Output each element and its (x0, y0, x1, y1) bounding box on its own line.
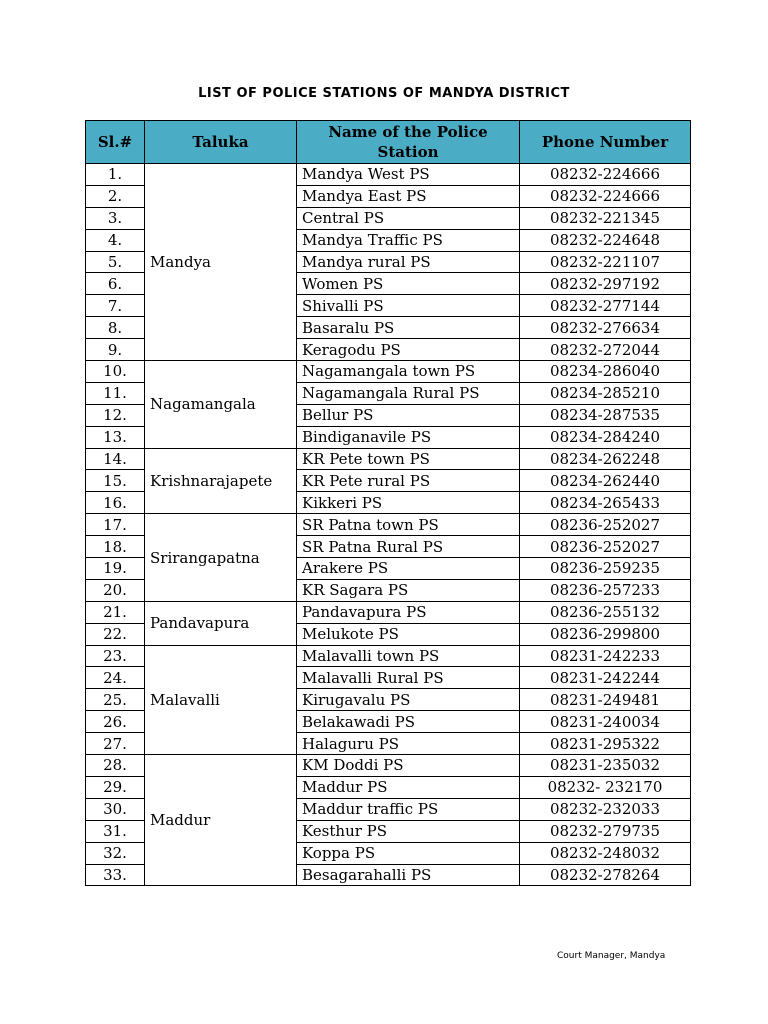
sl-cell: 7. (86, 295, 145, 317)
sl-cell: 3. (86, 207, 145, 229)
page-title: LIST OF POLICE STATIONS OF MANDYA DISTRICT (198, 86, 570, 101)
sl-cell: 6. (86, 273, 145, 295)
taluka-cell: Maddur (145, 755, 297, 886)
station-cell: Malavalli town PS (297, 645, 520, 667)
phone-cell: 08236-257233 (520, 579, 691, 601)
station-cell: Mandya East PS (297, 185, 520, 207)
station-cell: Malavalli Rural PS (297, 667, 520, 689)
phone-cell: 08232-276634 (520, 317, 691, 339)
header-station: Name of the Police Station (297, 121, 520, 164)
phone-cell: 08236-255132 (520, 601, 691, 623)
station-cell: KR Pete rural PS (297, 470, 520, 492)
phone-cell: 08232-278264 (520, 864, 691, 886)
phone-cell: 08234-262248 (520, 448, 691, 470)
sl-cell: 1. (86, 164, 145, 186)
phone-cell: 08232-224666 (520, 164, 691, 186)
station-cell: Mandya Traffic PS (297, 229, 520, 251)
phone-cell: 08231-235032 (520, 755, 691, 777)
phone-cell: 08232- 232170 (520, 776, 691, 798)
station-cell: Basaralu PS (297, 317, 520, 339)
phone-cell: 08232-224648 (520, 229, 691, 251)
station-cell: Kirugavalu PS (297, 689, 520, 711)
station-cell: Maddur traffic PS (297, 798, 520, 820)
station-cell: Koppa PS (297, 842, 520, 864)
phone-cell: 08234-286040 (520, 361, 691, 383)
sl-cell: 13. (86, 426, 145, 448)
phone-cell: 08234-284240 (520, 426, 691, 448)
table-header (86, 121, 691, 164)
sl-cell: 31. (86, 820, 145, 842)
station-cell: Kesthur PS (297, 820, 520, 842)
sl-cell: 15. (86, 470, 145, 492)
phone-cell: 08234-262440 (520, 470, 691, 492)
sl-cell: 18. (86, 536, 145, 558)
phone-cell: 08236-252027 (520, 514, 691, 536)
phone-cell: 08231-240034 (520, 711, 691, 733)
station-cell: SR Patna Rural PS (297, 536, 520, 558)
phone-cell: 08236-259235 (520, 558, 691, 580)
phone-cell: 08232-248032 (520, 842, 691, 864)
phone-cell: 08234-265433 (520, 492, 691, 514)
sl-cell: 23. (86, 645, 145, 667)
sl-cell: 20. (86, 579, 145, 601)
sl-cell: 27. (86, 733, 145, 755)
station-cell: Kikkeri PS (297, 492, 520, 514)
station-cell: KM Doddi PS (297, 755, 520, 777)
sl-cell: 17. (86, 514, 145, 536)
phone-cell: 08231-249481 (520, 689, 691, 711)
station-cell: Pandavapura PS (297, 601, 520, 623)
station-cell: Besagarahalli PS (297, 864, 520, 886)
phone-cell: 08231-242244 (520, 667, 691, 689)
phone-cell: 08231-242233 (520, 645, 691, 667)
table-row (86, 448, 691, 470)
sl-cell: 33. (86, 864, 145, 886)
phone-cell: 08232-221345 (520, 207, 691, 229)
station-cell: Nagamangala town PS (297, 361, 520, 383)
sl-cell: 10. (86, 361, 145, 383)
taluka-cell: Mandya (145, 164, 297, 361)
table-row (86, 514, 691, 536)
police-stations-table (85, 120, 691, 886)
taluka-cell: Malavalli (145, 645, 297, 754)
phone-cell: 08231-295322 (520, 733, 691, 755)
sl-cell: 30. (86, 798, 145, 820)
table-row (86, 601, 691, 623)
sl-cell: 14. (86, 448, 145, 470)
station-cell: SR Patna town PS (297, 514, 520, 536)
sl-cell: 32. (86, 842, 145, 864)
station-cell: Mandya West PS (297, 164, 520, 186)
phone-cell: 08232-277144 (520, 295, 691, 317)
phone-cell: 08232-272044 (520, 339, 691, 361)
station-cell: Bindiganavile PS (297, 426, 520, 448)
station-cell: Keragodu PS (297, 339, 520, 361)
sl-cell: 21. (86, 601, 145, 623)
phone-cell: 08232-232033 (520, 798, 691, 820)
sl-cell: 22. (86, 623, 145, 645)
station-cell: Belakawadi PS (297, 711, 520, 733)
station-cell: Bellur PS (297, 404, 520, 426)
footer-signature: Court Manager, Mandya (557, 951, 666, 961)
sl-cell: 26. (86, 711, 145, 733)
phone-cell: 08232-221107 (520, 251, 691, 273)
header-sl: Sl.# (86, 121, 145, 164)
sl-cell: 24. (86, 667, 145, 689)
taluka-cell: Krishnarajapete (145, 448, 297, 514)
station-cell: KR Sagara PS (297, 579, 520, 601)
phone-cell: 08232-297192 (520, 273, 691, 295)
table-row (86, 164, 691, 186)
header-row (86, 121, 691, 164)
phone-cell: 08236-252027 (520, 536, 691, 558)
header-taluka: Taluka (145, 121, 297, 164)
sl-cell: 19. (86, 558, 145, 580)
sl-cell: 11. (86, 382, 145, 404)
table-body (86, 164, 691, 886)
sl-cell: 29. (86, 776, 145, 798)
station-cell: Maddur PS (297, 776, 520, 798)
taluka-cell: Srirangapatna (145, 514, 297, 602)
phone-cell: 08234-287535 (520, 404, 691, 426)
station-cell: Melukote PS (297, 623, 520, 645)
station-cell: KR Pete town PS (297, 448, 520, 470)
sl-cell: 16. (86, 492, 145, 514)
table-row (86, 755, 691, 777)
header-phone: Phone Number (520, 121, 691, 164)
station-cell: Shivalli PS (297, 295, 520, 317)
taluka-cell: Pandavapura (145, 601, 297, 645)
sl-cell: 4. (86, 229, 145, 251)
table-row (86, 645, 691, 667)
station-cell: Mandya rural PS (297, 251, 520, 273)
station-cell: Nagamangala Rural PS (297, 382, 520, 404)
phone-cell: 08234-285210 (520, 382, 691, 404)
taluka-cell: Nagamangala (145, 361, 297, 449)
station-cell: Arakere PS (297, 558, 520, 580)
sl-cell: 5. (86, 251, 145, 273)
station-cell: Women PS (297, 273, 520, 295)
sl-cell: 2. (86, 185, 145, 207)
sl-cell: 9. (86, 339, 145, 361)
sl-cell: 25. (86, 689, 145, 711)
phone-cell: 08232-224666 (520, 185, 691, 207)
sl-cell: 12. (86, 404, 145, 426)
sl-cell: 28. (86, 755, 145, 777)
station-cell: Halaguru PS (297, 733, 520, 755)
station-cell: Central PS (297, 207, 520, 229)
sl-cell: 8. (86, 317, 145, 339)
phone-cell: 08236-299800 (520, 623, 691, 645)
table-row (86, 361, 691, 383)
phone-cell: 08232-279735 (520, 820, 691, 842)
